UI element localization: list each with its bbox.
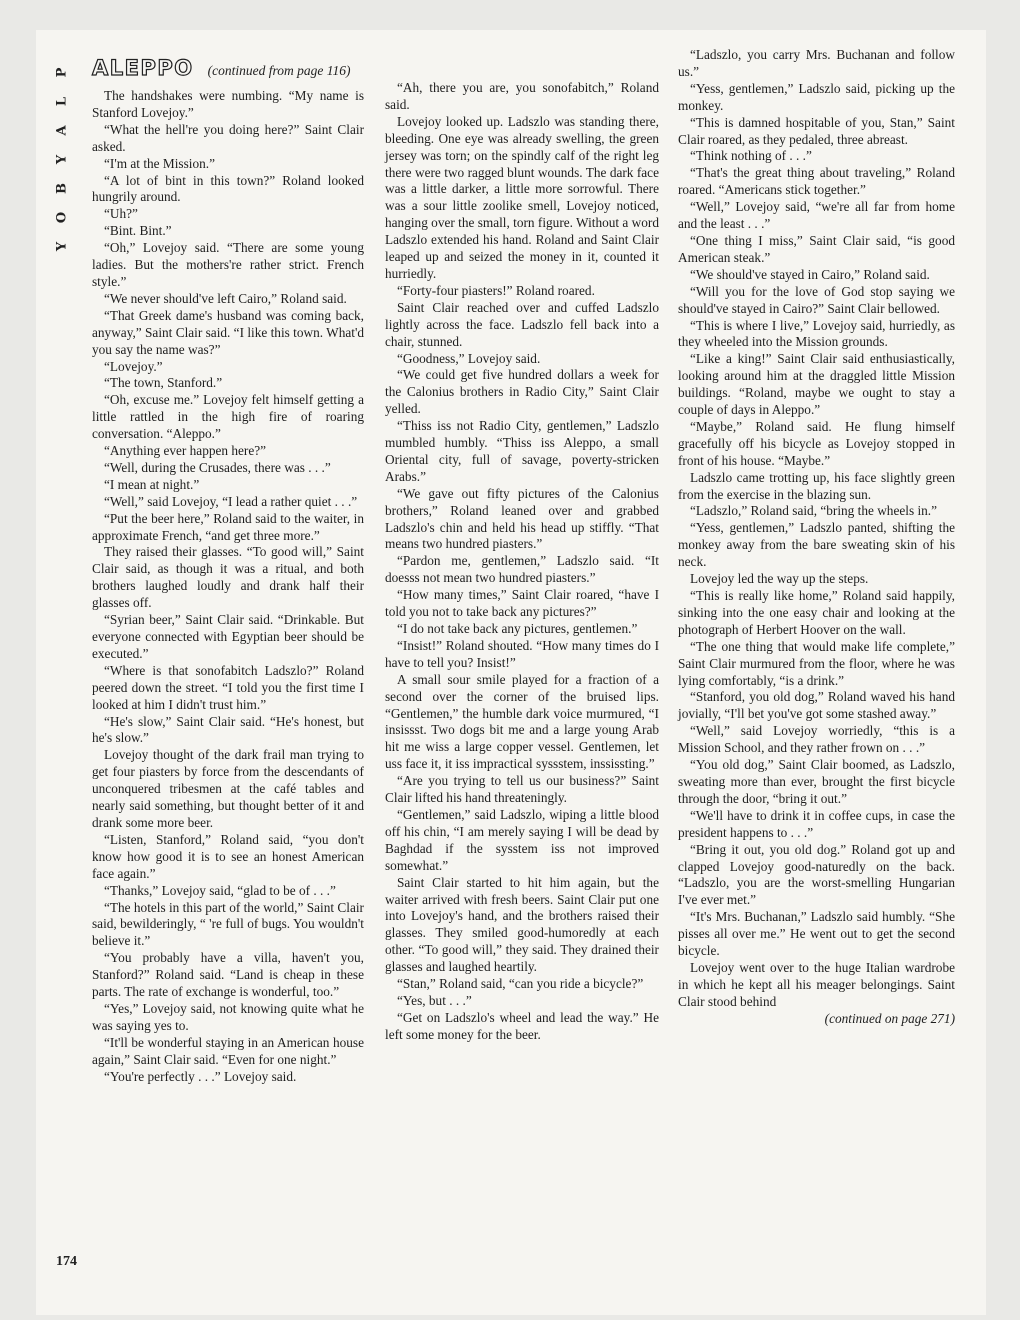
sidebar-letter: P <box>54 67 70 78</box>
paragraph: “We gave out fifty pictures of the Calonius brothers,” Roland leaned over and grabbed Ladszlo's chin and held his head up stiffly. “That means two hundred piasters.” <box>385 485 659 552</box>
paragraph: “We should've stayed in Cairo,” Roland said. <box>690 266 930 282</box>
paragraph: “Yess, gentlemen,” Ladszlo said, picking up the monkey. <box>678 80 955 113</box>
paragraph: “Anything ever happen here?” <box>104 443 267 459</box>
paragraph: “Ladszlo,” Roland said, “bring the wheels in.” <box>690 503 938 519</box>
paragraph: “Like a king!” Saint Clair said enthusiastically, looking around him at the draggled little Mission buildings. “Roland, maybe we ought to stay a couple of days in Aleppo.” <box>678 351 955 418</box>
paragraph: “The town, Stanford.” <box>104 375 223 391</box>
paragraph: “Ladszlo, you carry Mrs. Buchanan and follow us.” <box>678 47 955 79</box>
continued-on-note: (continued on page 271) <box>824 1010 955 1026</box>
article-header <box>92 56 392 82</box>
continued-note: (continued from page 116) <box>207 63 351 78</box>
paragraph: “He's slow,” Saint Clair said. “He's honest, but he's slow.” <box>92 713 364 746</box>
paragraph: “This is damned hospitable of you, Stan,” Saint Clair roared, as they pedaled, three abreast. <box>678 114 955 147</box>
paragraph: “Yes, but . . .” <box>397 992 472 1008</box>
paragraph: Lovejoy led the way up the steps. <box>690 571 869 587</box>
paragraph: Lovejoy looked up. Ladszlo was standing there, bleeding. One eye was already swelling, the green jersey was torn; on the spindly calf of the right leg there were two ragged blunt wounds. The dark face was a little darker, a little more sorrowful. There was a sour little zoolike smell, Lovejoy noticed, hanging over the small, torn figure. Without a word Ladszlo extended his hand. Roland and Saint Clair leaped up and seized the money in it, counted it hurriedly. <box>385 113 659 281</box>
text-column-1 <box>92 88 364 1085</box>
paragraph: “Will you for the love of God stop saying we should've stayed in Cairo?” Saint Clair bellowed. <box>678 283 955 316</box>
paragraph: “You probably have a villa, haven't you, Stanford?” Roland said. “Land is cheap in these parts. The rate of exchange is wonderful, too.” <box>92 950 364 1000</box>
paragraph: “Uh?” <box>104 206 138 222</box>
paragraph: “We never should've left Cairo,” Roland said. <box>104 290 347 306</box>
sidebar-letter: Y <box>54 241 70 252</box>
paragraph: “Gentlemen,” said Ladszlo, wiping a little blood off his chin, “I am merely saying I will be dead by Baghdad if the sysstem iss not improved somewhat.” <box>385 806 659 873</box>
sidebar-letter: L <box>54 96 70 107</box>
paragraph: “A lot of bint in this town?” Roland looked hungrily around. <box>92 172 364 205</box>
paragraph: “Where is that sonofabitch Ladszlo?” Roland peered down the street. “I told you the first time I looked at him I didn't trust him.” <box>92 662 364 712</box>
sidebar-letter: A <box>54 125 70 136</box>
paragraph: “Syrian beer,” Saint Clair said. “Drinkable. But everyone connected with Egyptian beer should be executed.” <box>92 612 364 661</box>
paragraph: “Get on Ladszlo's wheel and lead the way.” He left some money for the beer. <box>385 1009 659 1042</box>
paragraph: “Bring it out, you old dog.” Roland got up and clapped Lovejoy good-naturedly on the back. “Ladszlo, you are the worst-smelling Hungarian I've ever met.” <box>678 841 955 908</box>
paragraph: “I mean at night.” <box>104 476 200 492</box>
paragraph: “That Greek dame's husband was coming back, anyway,” Saint Clair said. “I like this town. What'd you say the name was?” <box>92 307 364 357</box>
page-number: 174 <box>56 1254 77 1269</box>
paragraph: Saint Clair reached over and cuffed Ladszlo lightly across the face. Ladszlo fell back into a chair, stunned. <box>385 299 659 349</box>
paragraph: Lovejoy thought of the dark frail man trying to get four piasters by force from the descendants of unconquered tribesmen at the café tables and nearly said something, but thought better of it and drank some more beer. <box>92 747 364 830</box>
paragraph: “Insist!” Roland shouted. “How many times do I have to tell you? Insist!” <box>385 637 659 670</box>
paragraph: “That's the great thing about traveling,” Roland roared. “Americans stick together.” <box>678 165 955 198</box>
paragraph: “Listen, Stanford,” Roland said, “you don't know how good it is to see an honest American face again.” <box>92 831 364 881</box>
paragraph: “I'm at the Mission.” <box>104 155 215 171</box>
paragraph: “Are you trying to tell us our business?” Saint Clair lifted his hand threateningly. <box>385 773 659 806</box>
paragraph: The handshakes were numbing. “My name is Stanford Lovejoy.” <box>92 88 364 120</box>
paragraph: “Pardon me, gentlemen,” Ladszlo said. “It doesss not mean two hundred piasters.” <box>385 553 659 586</box>
article-title: ALEPPO <box>92 56 194 80</box>
paragraph: “Put the beer here,” Roland said to the waiter, in approximate French, “and get three more.” <box>92 510 364 543</box>
paragraph: “Maybe,” Roland said. He flung himself gracefully off his bicycle as Lovejoy stopped in front of his house. “Maybe.” <box>678 418 955 468</box>
paragraph: “The one thing that would make life complete,” Saint Clair murmured from the floor, where he was lying comfortably, “is a drink.” <box>678 638 955 688</box>
paragraph: Ladszlo came trotting up, his face slightly green from the exercise in the blazing sun. <box>678 469 955 502</box>
paragraph: “This is really like home,” Roland said happily, sinking into the one easy chair and looking at the photograph of Herbert Hoover on the wall. <box>678 588 955 637</box>
text-column-2 <box>385 80 659 1044</box>
paragraph: “You old dog,” Saint Clair boomed, as Ladszlo, sweating more than ever, brought the first bicycle through the door, “bring it out.” <box>678 757 955 806</box>
paragraph: “Thiss iss not Radio City, gentlemen,” Ladszlo mumbled humbly. “Thiss iss Aleppo, a small Oriental city, full of savage, poverty-stricken Arabs.” <box>385 418 659 484</box>
paragraph: “Well,” Lovejoy said, “we're all far from home and the least . . .” <box>678 199 955 232</box>
paragraph: Saint Clair started to hit him again, but the waiter arrived with fresh beers. Saint Clair put one into Lovejoy's hand, and the brothers raised their glasses. They smiled good-humoredly at each other. “To good will,” they said. They drained their glasses and laughed heartily. <box>385 874 659 975</box>
text-column-3 <box>678 47 955 1028</box>
paragraph: “Oh, excuse me.” Lovejoy felt himself getting a little rattled in the high fire of roaring conversation. “Aleppo.” <box>92 392 364 442</box>
paragraph: “Yes,” Lovejoy said, not knowing quite what he was saying yes to. <box>92 1000 364 1033</box>
paragraph: “Stanford, you old dog,” Roland waved his hand jovially, “I'll bet you've got some stashed away.” <box>678 689 955 722</box>
sidebar-letter: B <box>54 183 70 194</box>
paragraph: “It's Mrs. Buchanan,” Ladszlo said humbly. “She pisses all over me.” He went out to get the second bicycle. <box>678 909 955 959</box>
sidebar-letter: O <box>54 211 70 224</box>
magazine-sidebar-title <box>52 58 72 261</box>
paragraph: “Ah, there you are, you sonofabitch,” Roland said. <box>385 80 659 112</box>
paragraph: “Goodness,” Lovejoy said. <box>397 350 541 366</box>
paragraph: “The hotels in this part of the world,” Saint Clair said, bewilderingly, “ 're full of bugs. You wouldn't believe it.” <box>92 899 364 949</box>
paragraph: “What the hell're you doing here?” Saint Clair asked. <box>92 121 364 154</box>
paragraph: “We'll have to drink it in coffee cups, in case the president happens to . . .” <box>678 807 955 840</box>
paragraph: “Well, during the Crusades, there was . . .” <box>104 459 331 475</box>
paragraph: “Think nothing of . . .” <box>690 148 812 164</box>
paragraph: “Well,” said Lovejoy worriedly, “this is a Mission School, and they rather frown on . . .” <box>678 723 955 756</box>
paragraph: “Forty-four piasters!” Roland roared. <box>397 282 595 298</box>
paragraph: Lovejoy went over to the huge Italian wardrobe in which he kept all his meager belongings. Saint Clair stood behind <box>678 959 955 1009</box>
paragraph: “This is where I live,” Lovejoy said, hurriedly, as they wheeled into the Mission grounds. <box>678 317 955 350</box>
paragraph: “One thing I miss,” Saint Clair said, “is good American steak.” <box>678 232 955 265</box>
paragraph: “Lovejoy.” <box>104 358 163 374</box>
paragraph: “Oh,” Lovejoy said. “There are some young ladies. But the mothers're rather strict. French style.” <box>92 240 364 289</box>
paragraph: “How many times,” Saint Clair roared, “have I told you not to take back any pictures?” <box>385 587 659 620</box>
paragraph: “You're perfectly . . .” Lovejoy said. <box>104 1068 297 1084</box>
paragraph: “It'll be wonderful staying in an American house again,” Saint Clair said. “Even for one night.” <box>92 1034 364 1067</box>
paragraph: “Bint. Bint.” <box>104 223 172 239</box>
paragraph: A small sour smile played for a fraction of a second over the corner of the bruised lips. “Gentlemen,” the humble dark voice murmured, “I insissst. Two dogs bit me and a large young Arab hit me wiss a large copper vessel. Gentlemen, let uss face it, it iss impractical syssstem, inssissting.” <box>385 671 659 772</box>
paragraph: “Yess, gentlemen,” Ladszlo panted, shifting the monkey away from the bare sweating skin of his neck. <box>678 520 955 570</box>
paragraph: “Well,” said Lovejoy, “I lead a rather quiet . . .” <box>104 493 358 509</box>
sidebar-letter: Y <box>54 154 70 165</box>
paragraph: They raised their glasses. “To good will,” Saint Clair said, as though it was a ritual, and both brothers laughed loudly and drank half their glasses off. <box>92 544 364 611</box>
paragraph: “I do not take back any pictures, gentlemen.” <box>397 621 638 636</box>
paragraph: “Stan,” Roland said, “can you ride a bicycle?” <box>397 976 644 992</box>
paragraph: “Thanks,” Lovejoy said, “glad to be of . . .” <box>104 882 336 898</box>
paragraph: “We could get five hundred dollars a week for the Calonius brothers in Radio City,” Saint Clair yelled. <box>385 367 659 417</box>
